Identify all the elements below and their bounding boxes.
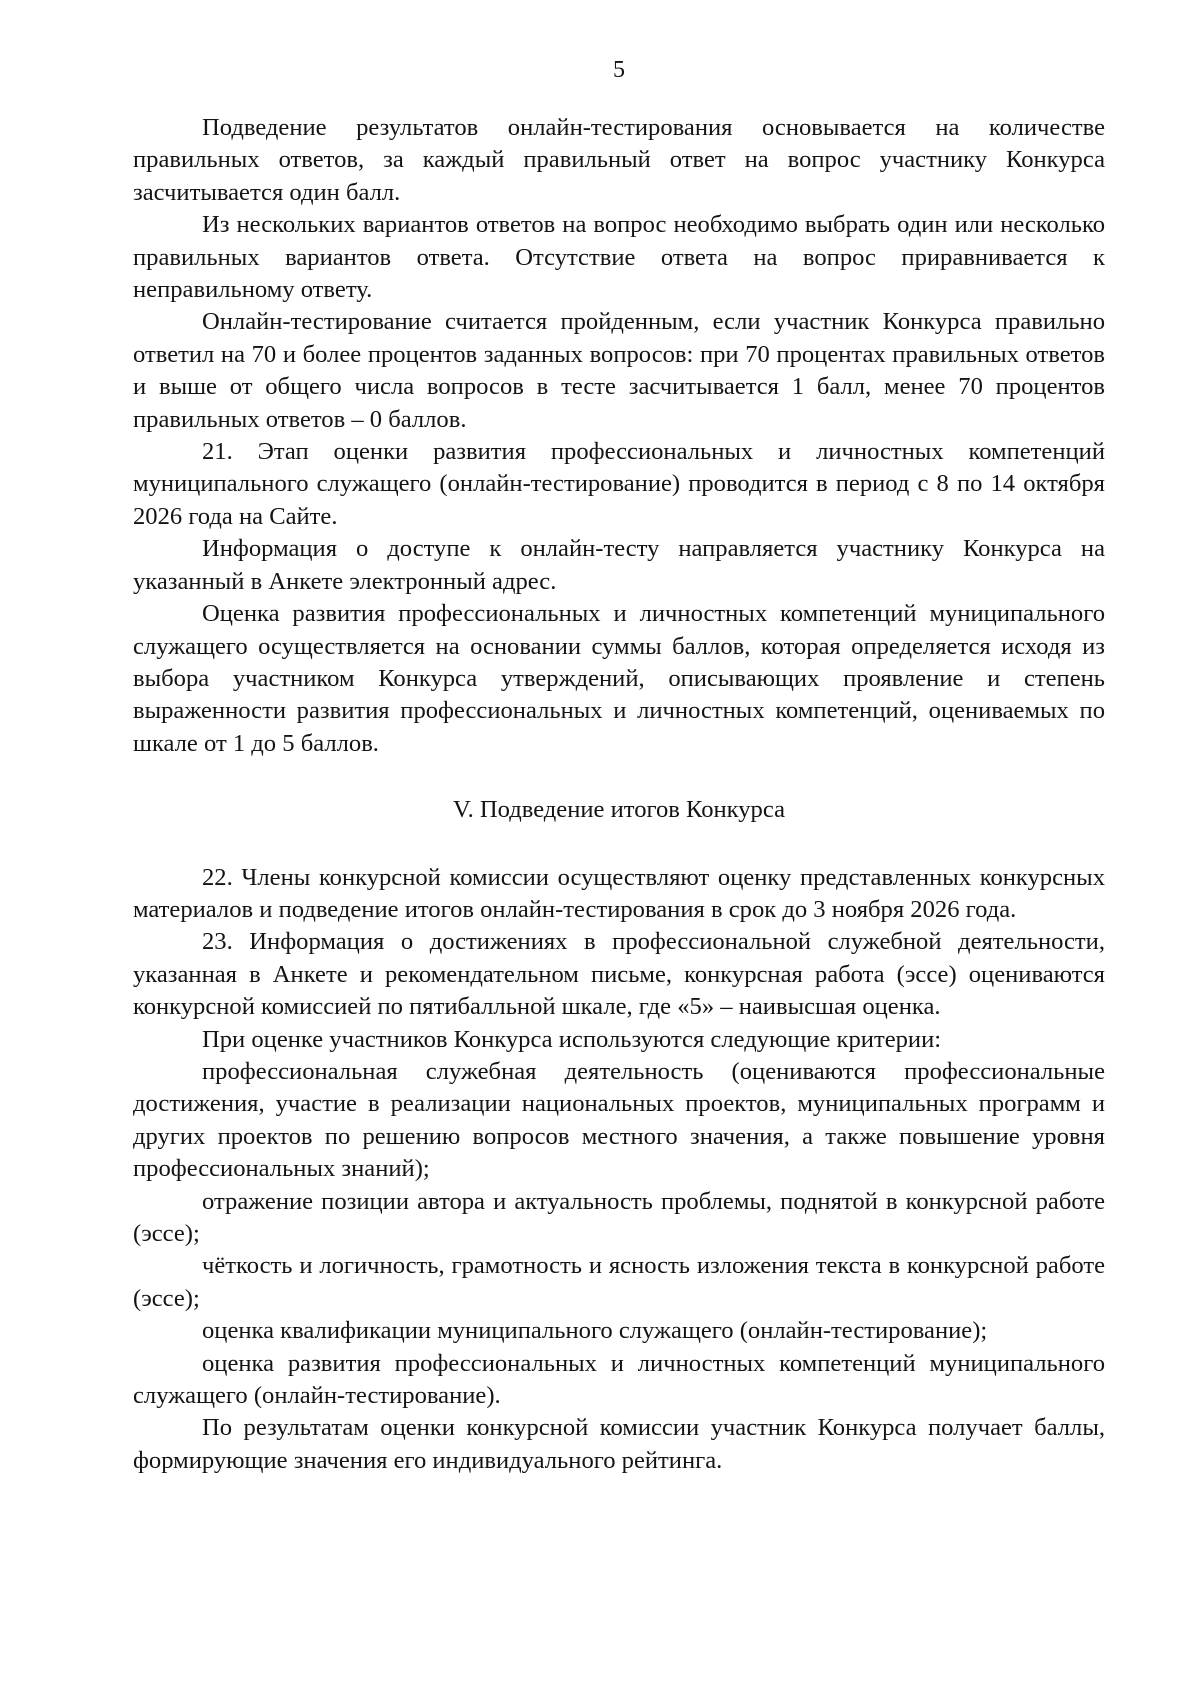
paragraph-test-passed: Онлайн-тестирование считается пройденным, если участник Конкурса правильно ответил на 70 и более процентов заданных вопросов: при 70 процентах правильных ответов и выше от общего числа вопросов в тесте засчитывается 1 балл, менее 70 процентов правильных ответов – 0 баллов.: [133, 308, 1105, 433]
paragraph-test-access: Информация о доступе к онлайн-тесту направляется участнику Конкурса на указанный в Анкете электронный адрес.: [133, 535, 1105, 595]
criterion-competences: оценка развития профессиональных и личностных компетенций муниципального служащего (онлайн-тестирование).: [133, 1349, 1105, 1410]
paragraph-item-22: 22. Члены конкурсной комиссии осуществляют оценку представленных конкурсных материалов и подведение итогов онлайн-тестирования в срок до 3 ноября 2026 года.: [133, 863, 1105, 923]
section-heading: V. Подведение итогов Конкурса: [452, 796, 785, 824]
criterion-author-position: отражение позиции автора и актуальность проблемы, поднятой в конкурсной работе (эссе);: [133, 1187, 1105, 1247]
paragraph-answer-options: Из нескольких вариантов ответов на вопрос необходимо выбрать один или несколько правильных вариантов ответа. Отсутствие ответа на вопрос приравнивается к неправильному ответу.: [133, 211, 1105, 304]
page-number: 5: [613, 57, 625, 83]
document-page: [133, 0, 1105, 1698]
paragraph-test-results: Подведение результатов онлайн-тестирования основывается на количестве правильных ответов, за каждый правильный ответ на вопрос участнику Конкурса засчитывается один балл.: [133, 114, 1105, 206]
criterion-clarity: чёткость и логичность, грамотность и ясность изложения текста в конкурсной работе (эссе);: [133, 1252, 1105, 1312]
paragraph-item-21: 21. Этап оценки развития профессиональных и личностных компетенций муниципального служащего (онлайн-тестирование) проводится в период с 8 по 14 октября 2026 года на Сайте.: [133, 438, 1105, 530]
document-body: [133, 112, 1105, 1477]
paragraph-competence-assessment: Оценка развития профессиональных и личностных компетенций муниципального служащего осуществляется на основании суммы баллов, которая определяется исходя из выбора участником Конкурса утверждений, описывающих проявление и степень выраженности развития профессиональных и личностных компетенций, оцениваемых по шкале от 1 до 5 баллов.: [133, 600, 1105, 757]
criterion-qualification: оценка квалификации муниципального служащего (онлайн-тестирование);: [202, 1317, 988, 1345]
paragraph-rating: По результатам оценки конкурсной комиссии участник Конкурса получает баллы, формирующие значения его индивидуального рейтинга.: [133, 1414, 1105, 1474]
criterion-professional-activity: профессиональная служебная деятельность (оцениваются профессиональные достижения, участие в реализации национальных проектов, муниципальных программ и других проектов по решению вопросов местного значения, а также повышение уровня профессиональных знаний);: [133, 1057, 1105, 1183]
paragraph-criteria-intro: При оценке участников Конкурса используются следующие критерии:: [202, 1025, 942, 1053]
paragraph-item-23: 23. Информация о достижениях в профессиональной служебной деятельности, указанная в Анкете и рекомендательном письме, конкурсная работа (эссе) оцениваются конкурсной комиссией по пятибалльной шкале, где «5» – наивысшая оценка.: [133, 928, 1105, 1021]
